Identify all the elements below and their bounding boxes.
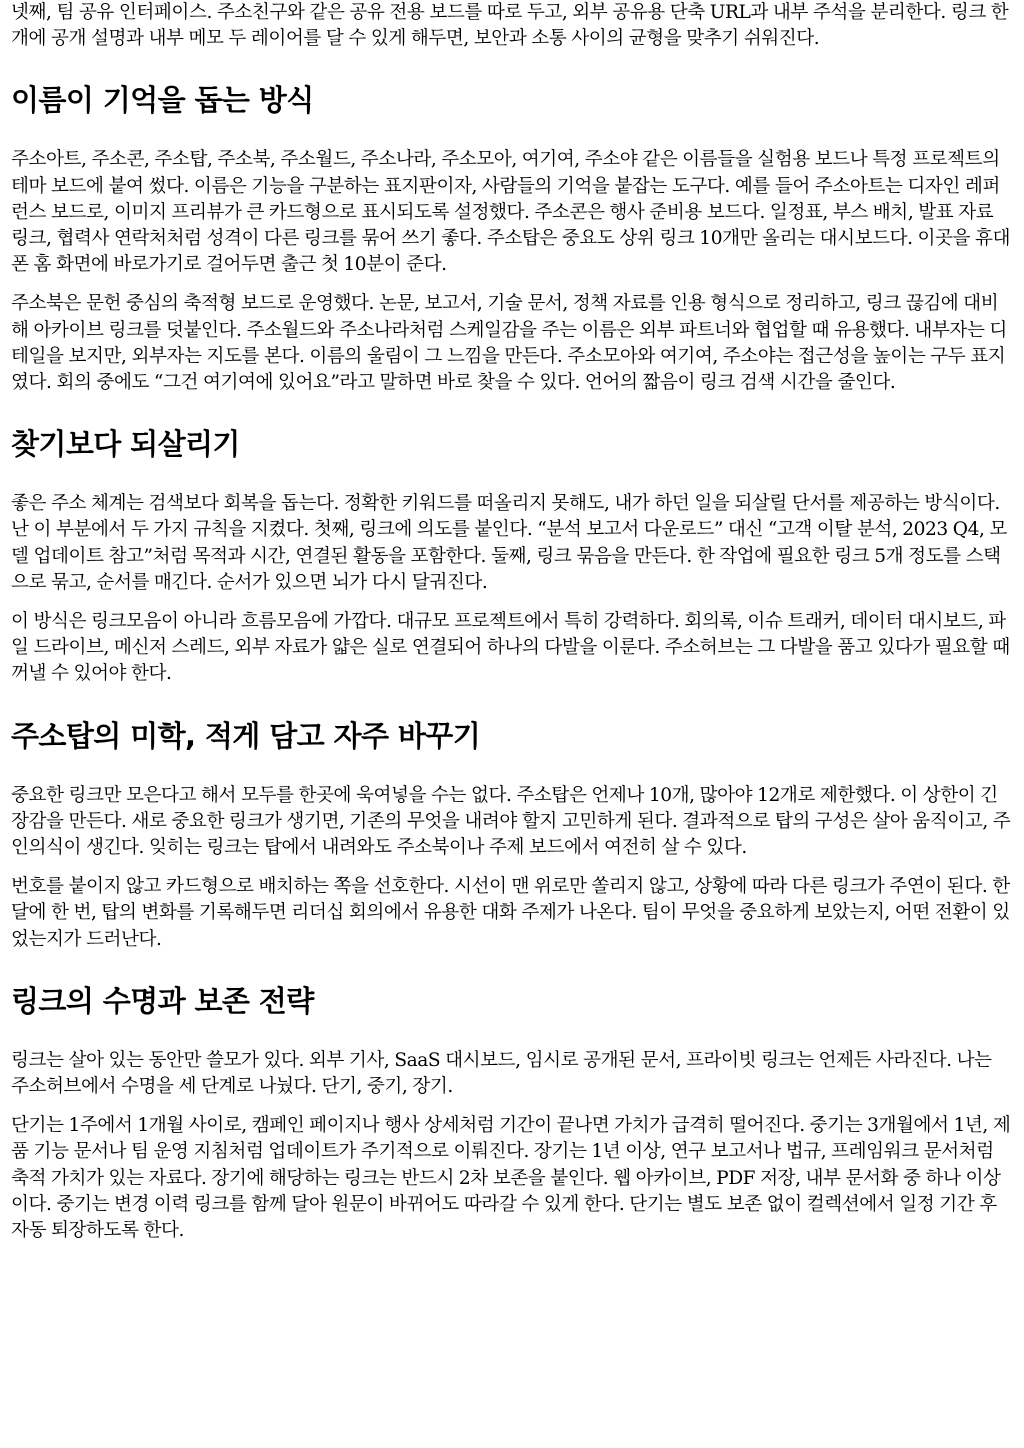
section-paragraph: 중요한 링크만 모은다고 해서 모두를 한곳에 욱여넣을 수는 없다. 주소탑은 언제나 10개, 많아야 12개로 제한했다. 이 상한이 긴장감을 만든다. 새로 중요한 링크가 생기면, 기존의 무엇을 내려야 할지 고민하게 된다. 결과적으로 탑의 구성은 살아 움직이고, 주인의식이 생긴다. 잊히는 링크는 탑에서 내려와도 주소북이나 주제 보드에서 여전히 살 수 있다. <box>11 784 1011 859</box>
section-link-lifespan <box>11 983 1013 1244</box>
section-paragraph: 링크는 살아 있는 동안만 쓸모가 있다. 외부 기사, SaaS 대시보드, 임시로 공개된 문서, 프라이빗 링크는 언제든 사라진다. 나는 주소허브에서 수명을 세 단계로 나눴다. 단기, 중기, 장기. <box>11 1049 992 1098</box>
section-paragraph: 주소아트, 주소콘, 주소탑, 주소북, 주소월드, 주소나라, 주소모아, 여기여, 주소야 같은 이름들을 실험용 보드나 특정 프로젝트의 테마 보드에 붙여 썼다. 이름은 기능을 구분하는 표지판이자, 사람들의 기억을 붙잡는 도구다. 예를 들어 주소아트는 디자인 레퍼런스 보드로, 이미지 프리뷰가 큰 카드형으로 표시되도록 설정했다. 주소콘은 행사 준비용 보드다. 일정표, 부스 배치, 발표 자료 링크, 협력사 연락처처럼 성격이 다른 링크를 묶어 쓰기 좋다. 주소탑은 중요도 상위 링크 10개만 올리는 대시보드다. 이곳을 휴대폰 홈 화면에 바로가기로 걸어두면 출근 첫 10분이 준다. <box>11 149 1011 276</box>
section-paragraph: 좋은 주소 체계는 검색보다 회복을 돕는다. 정확한 키워드를 떠올리지 못해도, 내가 하던 일을 되살릴 단서를 제공하는 방식이다. 난 이 부분에서 두 가지 규칙을 지켰다. 첫째, 링크에 의도를 붙인다. “분석 보고서 다운로드” 대신 “고객 이탈 분석, 2023 Q4, 모델 업데이트 참고”처럼 목적과 시간, 연결된 활동을 포함한다. 둘째, 링크 묶음을 만든다. 한 작업에 필요한 링크 5개 정도를 스택으로 묶고, 순서를 매긴다. 순서가 있으면 뇌가 다시 달궈진다. <box>11 493 1007 593</box>
section-heading: 링크의 수명과 보존 전략 <box>11 983 314 1018</box>
section-paragraph: 단기는 1주에서 1개월 사이로, 캠페인 페이지나 행사 상세처럼 기간이 끝나면 가치가 급격히 떨어진다. 중기는 3개월에서 1년, 제품 기능 문서나 팀 운영 지침처럼 업데이트가 주기적으로 이뤄진다. 장기는 1년 이상, 연구 보고서나 법규, 프레임워크 문서처럼 축적 가치가 있는 자료다. 장기에 해당하는 링크는 반드시 2차 보존을 붙인다. 웹 아카이브, PDF 저장, 내부 문서화 중 하나 이상이다. 중기는 변경 이력 링크를 함께 달아 원문이 바뀌어도 따라갈 수 있게 한다. 단기는 별도 보존 없이 컬렉션에서 일정 기간 후 자동 퇴장하도록 한다. <box>11 1115 1011 1242</box>
section-top-aesthetics <box>11 718 1013 953</box>
section-name-memory <box>11 82 1013 396</box>
section-heading: 찾기보다 되살리기 <box>11 427 240 462</box>
section-paragraph: 이 방식은 링크모음이 아니라 흐름모음에 가깝다. 대규모 프로젝트에서 특히 강력하다. 회의록, 이슈 트래커, 데이터 대시보드, 파일 드라이브, 메신저 스레드, 외부 자료가 얇은 실로 연결되어 하나의 다발을 이룬다. 주소허브는 그 다발을 품고 있다가 필요할 때 꺼낼 수 있어야 한다. <box>11 611 1010 685</box>
section-paragraph: 번호를 붙이지 않고 카드형으로 배치하는 쪽을 선호한다. 시선이 맨 위로만 쏠리지 않고, 상황에 따라 다른 링크가 주연이 된다. 한 달에 한 번, 탑의 변화를 기록해두면 리더십 회의에서 유용한 대화 주제가 나온다. 팀이 무엇을 중요하게 보았는지, 어떤 전환이 있었는지가 드러난다. <box>11 876 1010 950</box>
intro-paragraph: 넷째, 팀 공유 인터페이스. 주소친구와 같은 공유 전용 보드를 따로 두고, 외부 공유용 단축 URL과 내부 주석을 분리한다. 링크 한 개에 공개 설명과 내부 메모 두 레이어를 달 수 있게 해두면, 보안과 소통 사이의 균형을 맞추기 쉬워진다. <box>11 2 1009 50</box>
section-revive <box>11 426 1013 687</box>
section-heading: 이름이 기억을 돕는 방식 <box>11 83 314 118</box>
section-paragraph: 주소북은 문헌 중심의 축적형 보드로 운영했다. 논문, 보고서, 기술 문서, 정책 자료를 인용 형식으로 정리하고, 링크 끊김에 대비해 아카이브 링크를 덧붙인다. 주소월드와 주소나라처럼 스케일감을 주는 이름은 외부 파트너와 협업할 때 유용했다. 내부자는 디테일을 보지만, 외부자는 지도를 본다. 이름의 울림이 그 느낌을 만든다. 주소모아와 여기여, 주소야는 접근성을 높이는 구두 표지였다. 회의 중에도 “그건 여기여에 있어요”라고 말하면 바로 찾을 수 있다. 언어의 짧음이 링크 검색 시간을 줄인다. <box>11 293 1007 394</box>
section-heading: 주소탑의 미학, 적게 담고 자주 바꾸기 <box>11 718 481 753</box>
